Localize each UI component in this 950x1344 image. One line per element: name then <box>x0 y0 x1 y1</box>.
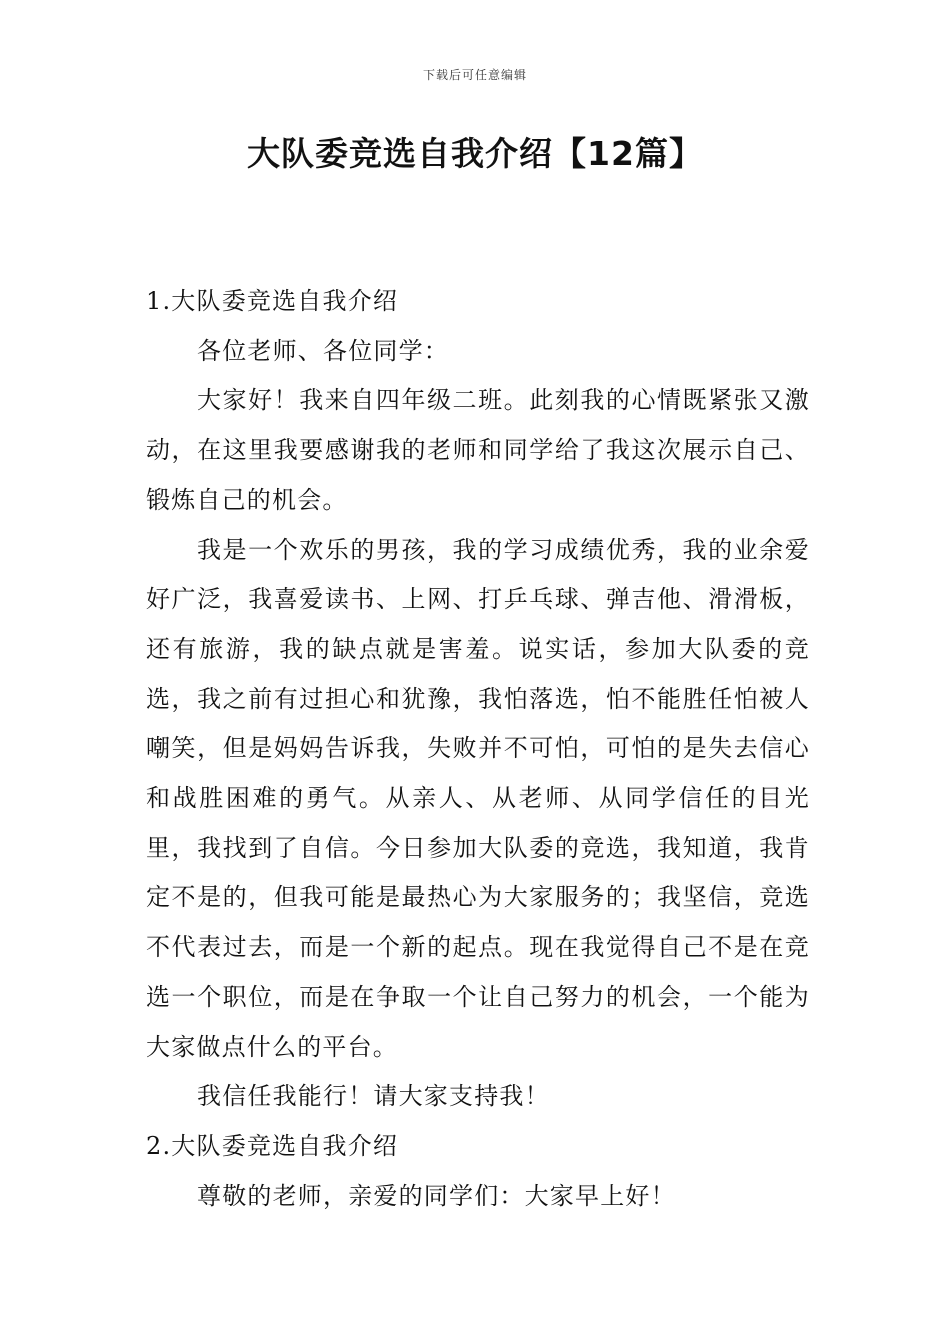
document-body <box>146 277 810 1221</box>
salutation: 各位老师、各位同学： <box>197 336 449 365</box>
section-heading: 1.大队委竞选自我介绍 <box>146 287 399 315</box>
paragraph: 大家好！我来自四年级二班。此刻我的心情既紧张又激动，在这里我要感谢我的老师和同学给了我这次展示自己、锻炼自己的机会。 <box>146 386 810 514</box>
section-heading: 2.大队委竞选自我介绍 <box>146 1131 399 1160</box>
header-note: 下载后可任意编辑 <box>422 68 527 82</box>
paragraph: 我是一个欢乐的男孩，我的学习成绩优秀，我的业余爱好广泛，我喜爱读书、上网、打乒乓球、弹吉他、滑滑板，还有旅游，我的缺点就是害羞。说实话，参加大队委的竞选，我之前有过担心和犹豫，我怕落选，怕不能胜任怕被人嘲笑，但是妈妈告诉我，失败并不可怕，可怕的是失去信心和战胜困难的勇气。从亲人、从老师、从同学信任的目光里，我找到了自信。今日参加大队委的竞选，我知道，我肯定不是的，但我可能是最热心为大家服务的；我坚信，竞选不代表过去，而是一个新的起点。现在我觉得自己不是在竞选一个职位，而是在争取一个让自己努力的机会，一个能为大家做点什么的平台。 <box>146 535 810 1061</box>
salutation: 尊敬的老师，亲爱的同学们：大家早上好！ <box>197 1181 676 1210</box>
closing-line: 我信任我能行！请大家支持我！ <box>197 1082 550 1111</box>
document-title: 大队委竞选自我介绍【12篇】 <box>247 134 703 173</box>
